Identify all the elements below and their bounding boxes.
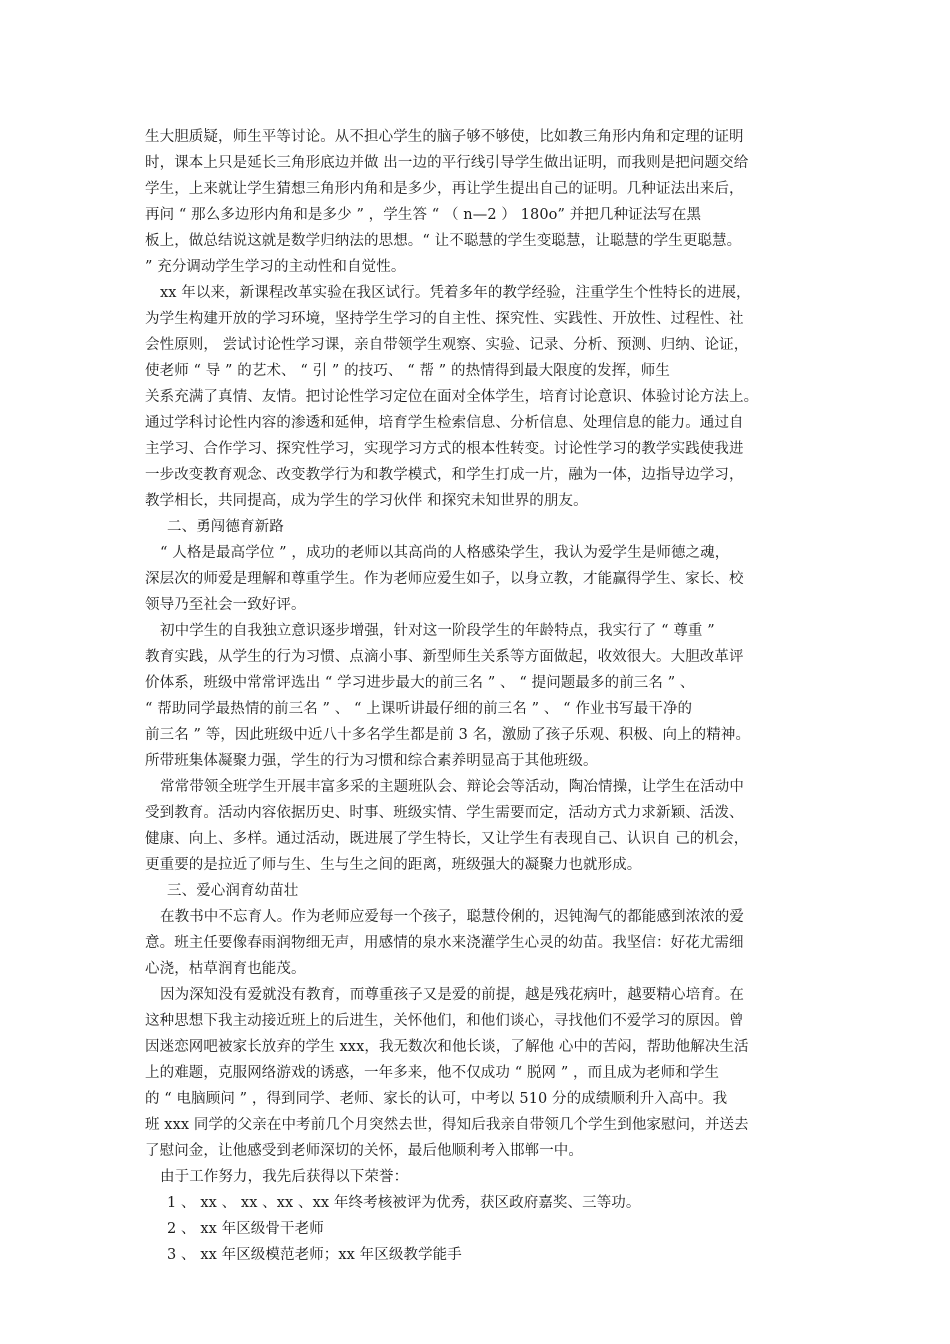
honor-list-item: 2 、 xx 年区级骨干老师 — [167, 1221, 324, 1237]
paragraph-line: 前三名 ” 等，因此班级中近八十多名学生都是前 3 名，激励了孩子乐观、积极、向上的精神。 — [145, 727, 751, 743]
paragraph-line: 再问 “ 那么多边形内角和是多少 ” ，学生答 “ （ n—2 ） 180o” 并把几种证法写在黑 — [145, 207, 702, 223]
paragraph-line: 生大胆质疑，师生平等讨论。从不担心学生的脑子够不够使，比如教三角形内角和定理的证明 — [145, 129, 744, 145]
paragraph-line: 因为深知没有爱就没有教育，而尊重孩子又是爱的前提，越是残花病叶，越要精心培育。在 — [160, 987, 744, 1003]
section-heading: 二、勇闯德育新路 — [167, 519, 284, 535]
paragraph-line: 关系充满了真情、友情。把讨论性学习定位在面对全体学生，培育讨论意识、体验讨论方法上。 — [145, 389, 759, 405]
paragraph-line: 的 “ 电脑顾问 ” ，得到同学、老师、家长的认可，中考以 510 分的成绩顺利升入高中。我 — [145, 1091, 728, 1107]
paragraph-line: 使老师 “ 导 ” 的艺术、 “ 引 ” 的技巧、 “ 帮 ” 的热情得到最大限度的发挥，师生 — [145, 363, 670, 379]
paragraph-line: 了慰问金，让他感受到老师深切的关怀，最后他顺利考入邯郸一中。 — [145, 1143, 583, 1159]
paragraph-line: 深层次的师爱是理解和尊重学生。作为老师应爱生如子，以身立教，才能赢得学生、家长、校 — [145, 571, 744, 587]
paragraph-line: 一步改变教育观念、改变教学行为和教学模式，和学生打成一片，融为一体，边指导边学习， — [145, 467, 744, 483]
paragraph-line: 教学相长，共同提高，成为学生的学习伙伴 和探究未知世界的朋友。 — [145, 493, 588, 509]
paragraph-line: 由于工作努力，我先后获得以下荣誉： — [160, 1169, 409, 1185]
paragraph-line: 健康、向上、多样。通过活动，既进展了学生特长，又让学生有表现自己、认识自 己的机会， — [145, 831, 749, 847]
paragraph-line: 板上，做总结说这就是数学归纳法的思想。“ 让不聪慧的学生变聪慧，让聪慧的学生更聪慧。 — [145, 233, 742, 249]
paragraph-line: 常常带领全班学生开展丰富多采的主题班队会、辩论会等活动，陶冶情操，让学生在活动中 — [160, 779, 744, 795]
paragraph-line: 班 xxx 同学的父亲在中考前几个月突然去世，得知后我亲自带领几个学生到他家慰问，并送去 — [145, 1117, 749, 1133]
paragraph-line: 上的难题，克服网络游戏的诱惑，一年多来，他不仅成功 “ 脱网 ” ，而且成为老师和学生 — [145, 1065, 720, 1081]
paragraph-line: 初中学生的自我独立意识逐步增强，针对这一阶段学生的年龄特点，我实行了 “ 尊重 ” — [160, 623, 715, 639]
paragraph-line: 会性原则， 尝试讨论性学习课，亲自带领学生观察、实验、记录、分析、预测、归纳、论证， — [145, 337, 749, 353]
paragraph-line: 在教书中不忘育人。作为老师应爱每一个孩子，聪慧伶俐的，迟钝淘气的都能感到浓浓的爱 — [160, 909, 744, 925]
paragraph-line: 意。班主任要像春雨润物细无声，用感情的泉水来浇灌学生心灵的幼苗。我坚信：好花尤需细 — [145, 935, 744, 951]
section-heading: 三、爱心润育幼苗壮 — [167, 883, 299, 899]
paragraph-line: 通过学科讨论性内容的渗透和延伸，培育学生检索信息、分析信息、处理信息的能力。通过自 — [145, 415, 744, 431]
paragraph-line: 学生，上来就让学生猜想三角形内角和是多少，再让学生提出自己的证明。几种证法出来后， — [145, 181, 744, 197]
paragraph-line: 教育实践，从学生的行为习惯、点滴小事、新型师生关系等方面做起，收效很大。大胆改革评 — [145, 649, 744, 665]
paragraph-line: “ 帮助同学最热情的前三名 ” 、 “ 上课听讲最仔细的前三名 ” 、 “ 作业书写最干净的 — [145, 701, 693, 717]
paragraph-line: 所带班集体凝聚力强，学生的行为习惯和综合素养明显高于其他班级。 — [145, 753, 598, 769]
document-page — [145, 124, 817, 1268]
paragraph-line: 价体系，班级中常常评选出 “ 学习进步最大的前三名 ” 、 “ 提问题最多的前三名 ” 、 — [145, 675, 695, 691]
paragraph-line: 受到教育。活动内容依据历史、时事、班级实情、学生需要而定，活动方式力求新颖、活泼、 — [145, 805, 744, 821]
paragraph-line: 主学习、合作学习、探究性学习，实现学习方式的根本性转变。讨论性学习的教学实践使我进 — [145, 441, 744, 457]
paragraph-line: 为学生构建开放的学习环境，坚持学生学习的自主性、探究性、实践性、开放性、过程性、社 — [145, 311, 744, 327]
paragraph-line: 因迷恋网吧被家长放弃的学生 xxx，我无数次和他长谈，了解他 心中的苦闷，帮助他解决生活 — [145, 1039, 749, 1055]
honor-list-item: 3 、 xx 年区级模范老师；xx 年区级教学能手 — [167, 1247, 462, 1263]
paragraph-line: 更重要的是拉近了师与生、生与生之间的距离，班级强大的凝聚力也就形成。 — [145, 857, 642, 873]
paragraph-line: 时，课本上只是延长三角形底边并做 出一边的平行线引导学生做出证明，而我则是把问题交给 — [145, 155, 749, 171]
paragraph-line: 领导乃至社会一致好评。 — [145, 597, 306, 613]
paragraph-line: ” 充分调动学生学习的主动性和自觉性。 — [145, 259, 406, 275]
honor-list-item: 1 、 xx 、 xx 、xx 、xx 年终考核被评为优秀，获区政府嘉奖、三等功。 — [167, 1195, 641, 1211]
paragraph-line: “ 人格是最高学位 ” ，成功的老师以其高尚的人格感染学生，我认为爱学生是师德之魂， — [160, 545, 730, 561]
paragraph-line: 这种思想下我主动接近班上的后进生，关怀他们，和他们谈心，寻找他们不爱学习的原因。曾 — [145, 1013, 744, 1029]
paragraph-line: xx 年以来，新课程改革实验在我区试行。凭着多年的教学经验，注重学生个性特长的进展， — [160, 285, 751, 301]
paragraph-line: 心浇，枯草润育也能茂。 — [145, 961, 306, 977]
